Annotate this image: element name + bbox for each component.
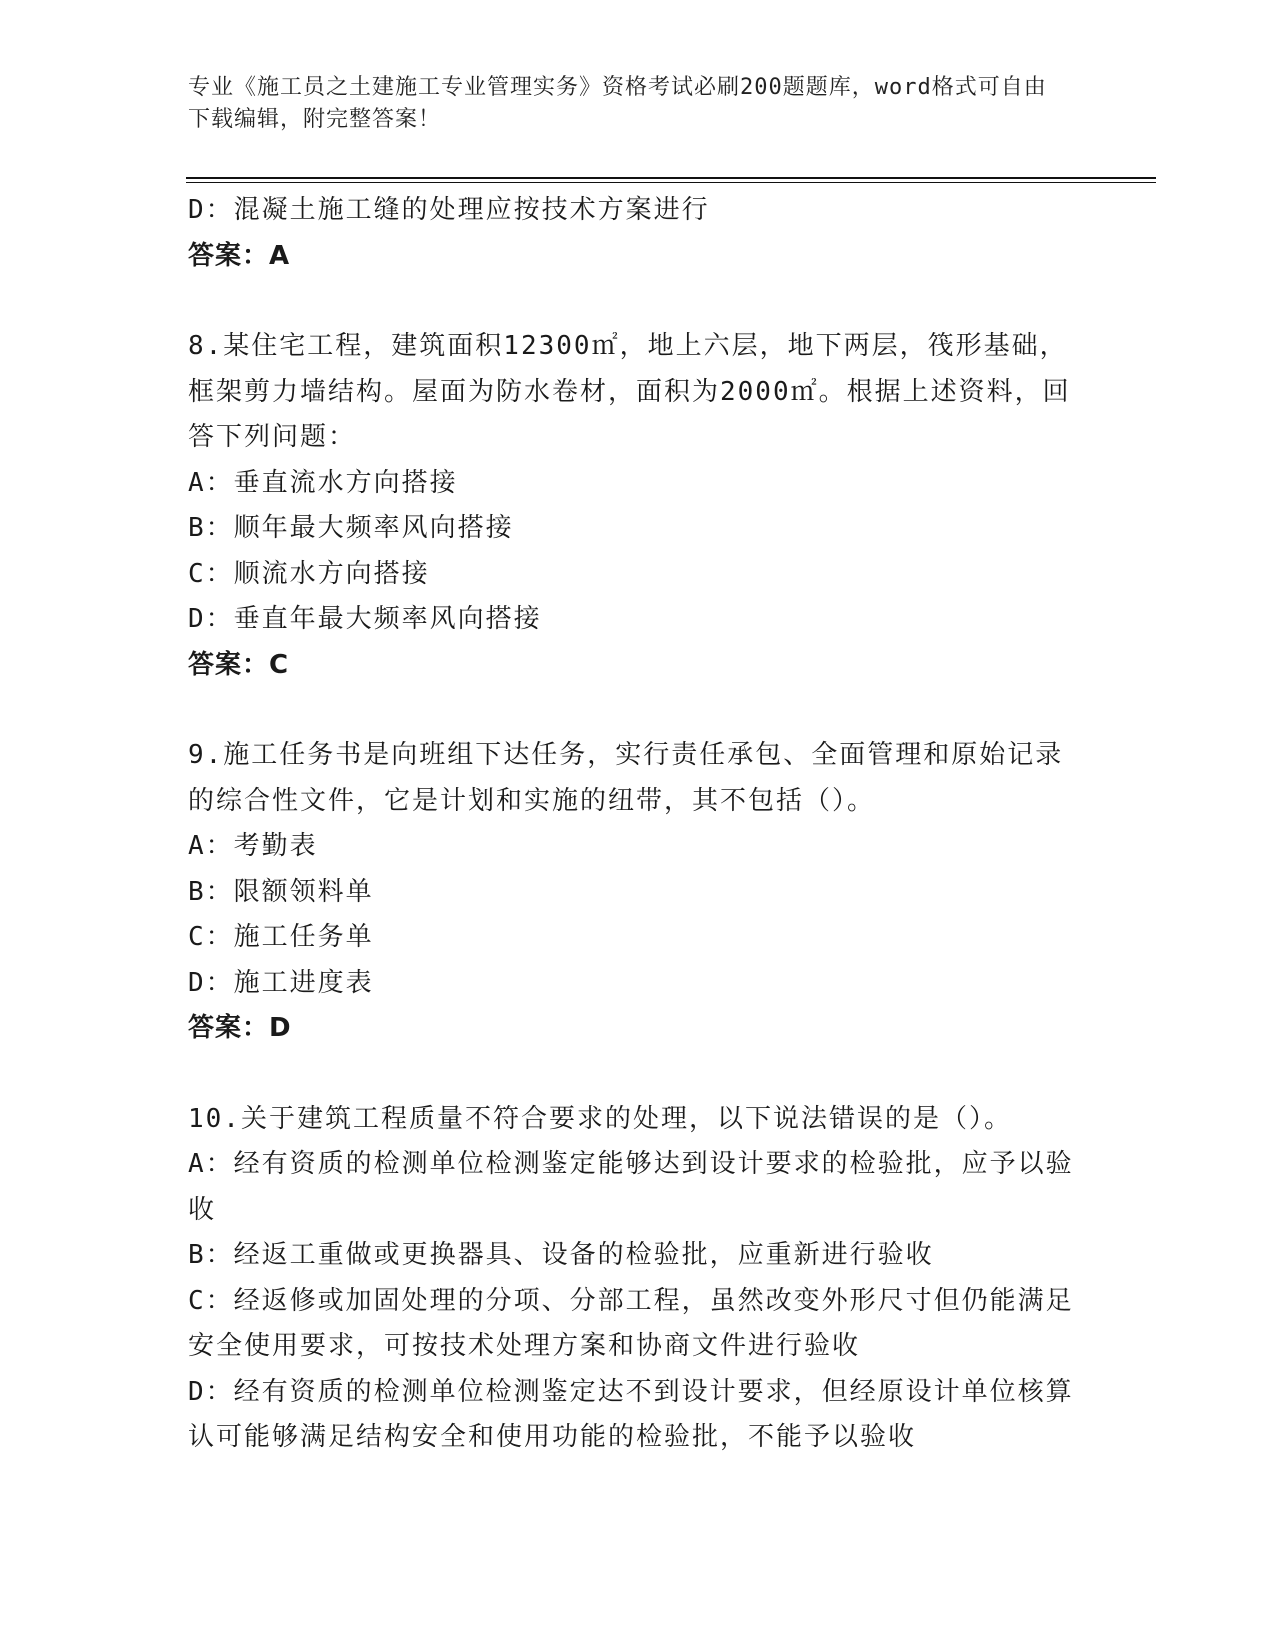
question-10 — [188, 1097, 1088, 1461]
option-c: C：经返修或加固处理的分项、分部工程，虽然改变外形尺寸但仍能满足安全使用要求，可按技术处理方案和协商文件进行验收 — [188, 1285, 1074, 1361]
option-b: B：经返工重做或更换器具、设备的检验批，应重新进行验收 — [188, 1240, 934, 1270]
option-d: D：垂直年最大频率风向搭接 — [188, 604, 542, 634]
header-divider — [186, 177, 1156, 179]
answer: 答案：D — [188, 1013, 292, 1043]
option-d: D：施工进度表 — [188, 967, 374, 998]
option-b: B：顺年最大频率风向搭接 — [188, 513, 514, 543]
option-c: C：施工任务单 — [188, 922, 374, 952]
question-9 — [188, 733, 1088, 1052]
header-divider-thin — [186, 182, 1156, 183]
option-c: C：顺流水方向搭接 — [188, 558, 430, 589]
document-body — [188, 188, 1088, 1461]
option-b: B：限额领料单 — [188, 876, 374, 907]
page-header: 专业《施工员之土建施工专业管理实务》资格考试必刷200题题库，word格式可自由下载编辑，附完整答案！ — [188, 75, 1047, 132]
question-stem: 8.某住宅工程，建筑面积12300㎡，地上六层，地下两层，筏形基础，框架剪力墙结构。屋面为防水卷材，面积为2000㎡。根据上述资料，回答下列问题： — [188, 331, 1071, 452]
option-a: A：垂直流水方向搭接 — [188, 467, 458, 498]
answer: 答案：C — [188, 649, 290, 680]
prev-answer: 答案：A — [188, 240, 291, 271]
option-a: A：考勤表 — [188, 831, 318, 861]
question-stem: 10.关于建筑工程质量不符合要求的处理，以下说法错误的是（）。 — [188, 1103, 1012, 1134]
prev-option-d: D：混凝土施工缝的处理应按技术方案进行 — [188, 195, 710, 225]
question-stem: 9.施工任务书是向班组下达任务，实行责任承包、全面管理和原始记录的综合性文件，它是计划和实施的纽带，其不包括（）。 — [188, 740, 1064, 816]
option-a: A：经有资质的检测单位检测鉴定能够达到设计要求的检验批，应予以验收 — [188, 1149, 1074, 1225]
question-8 — [188, 324, 1088, 688]
option-d: D：经有资质的检测单位检测鉴定达不到设计要求，但经原设计单位核算认可能够满足结构安全和使用功能的检验批，不能予以验收 — [188, 1376, 1074, 1452]
